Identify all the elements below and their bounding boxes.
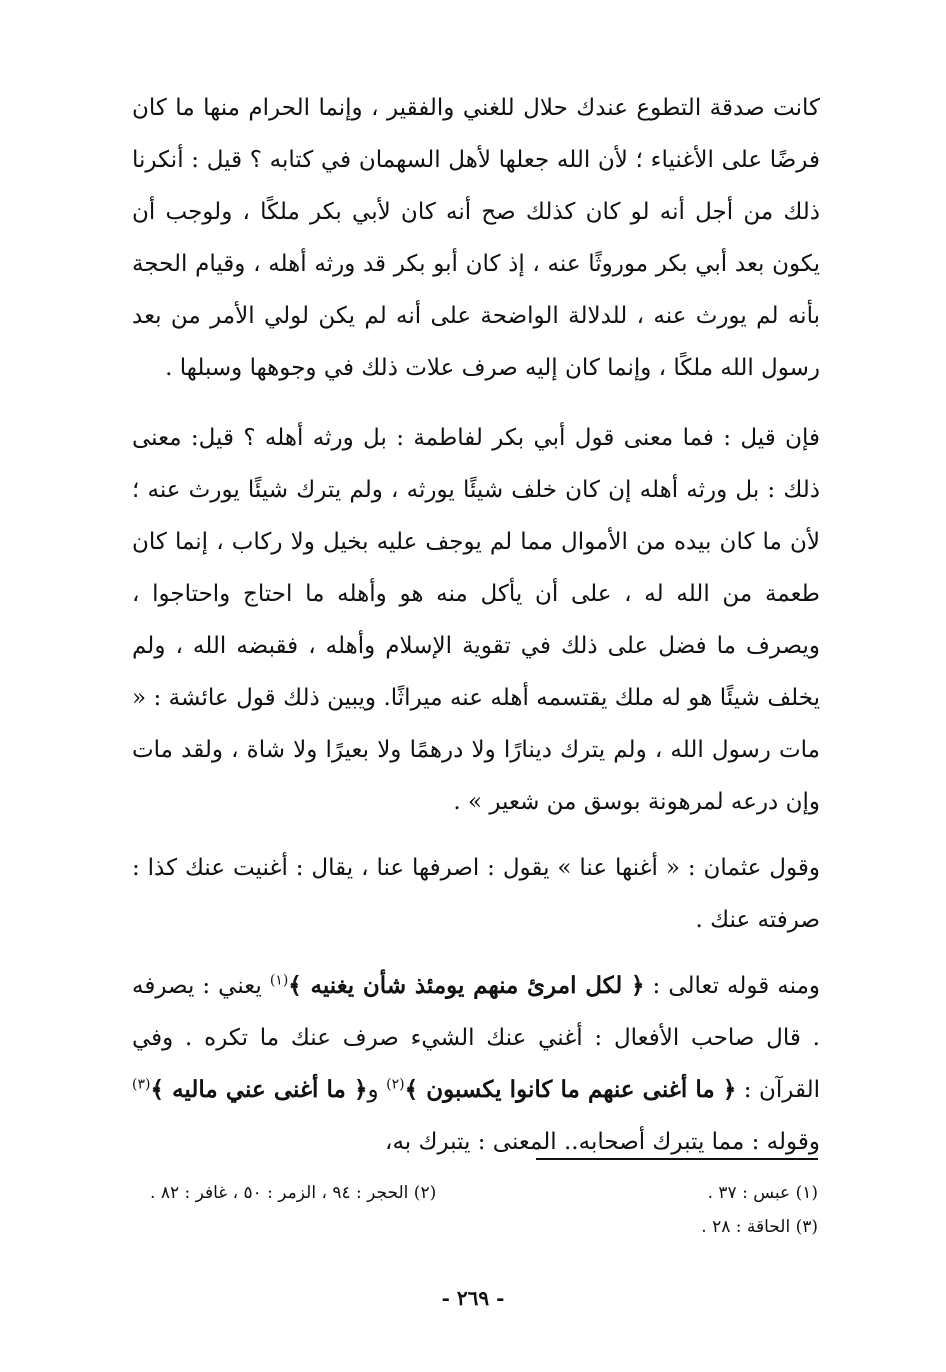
footnote-row-2 bbox=[150, 1210, 818, 1244]
footnote-ref-2: (٢) bbox=[386, 1076, 405, 1093]
footnote-row-1 bbox=[150, 1176, 818, 1210]
footnote-ref-3: (٣) bbox=[132, 1076, 151, 1093]
main-text bbox=[132, 82, 820, 1168]
quran-quote-1: ﴿ لكل امرئ منهم يومئذ شأن يغنيه ﴾ bbox=[288, 972, 645, 999]
footnote-1: (١) عبس : ٣٧ . bbox=[707, 1183, 818, 1203]
paragraph-4-text-1: ومنه قوله تعالى : bbox=[644, 973, 821, 999]
paragraph-1: كانت صدقة التطوع عندك حلال للغني والفقير ، وإنما الحرام منها ما كان فرضًا على الأغنياء ؛ لأن الله جعلها لأهل السهمان في كتابه ؟ قيل : أنكرنا ذلك من أجل أنه لو كان كذلك صح أنه كان لأبي بكر ملكًا ، ولوجب أن يكون بعد أبي بكر موروثًا عنه ، إذ كان أبو بكر قد ورثه أهله ، وقيام الحجة بأنه لم يورث عنه ، للدلالة الواضحة على أنه لم يكن لولي الأمر من بعد رسول الله ملكًا ، وإنما كان إليه صرف علات ذلك في وجوهها وسبلها . bbox=[132, 95, 820, 381]
quran-quote-2: ﴿ ما أغنى عنهم ما كانوا يكسبون ﴾ bbox=[404, 1076, 737, 1103]
paragraph-4 bbox=[132, 960, 820, 1168]
paragraph-4-text-4: وقوله : مما يتبرك أصحابه.. المعنى : يتبرك به، bbox=[385, 1129, 820, 1155]
paragraph-4-text-2: يعني : يصرفه . قال صاحب الأفعال : أغني عنك الشيء صرف عنك ما تكره . وفي القرآن : bbox=[132, 973, 821, 1103]
paragraph-2: فإن قيل : فما معنى قول أبي بكر لفاطمة : بل ورثه أهله ؟ قيل: معنى ذلك : بل ورثه أهله إن كان خلف شيئًا يورثه ، ولم يترك شيئًا يورث عنه ؛ لأن ما كان بيده من الأموال مما لم يوجف عليه بخيل ولا ركاب ، إنما كان طعمة من الله له ، على أن يأكل منه هو وأهله ما احتاج واحتاجوا ، ويصرف ما فضل على ذلك في تقوية الإسلام وأهله ، فقبضه الله ، ولم يخلف شيئًا هو له ملك يقتسمه أهله عنه ميراثًا. ويبين ذلك قول عائشة : « مات رسول الله ، ولم يترك دينارًا ولا درهمًا ولا بعيرًا ولا شاة ، ولقد مات وإن درعه لمرهونة بوسق من شعير » . bbox=[132, 425, 820, 815]
footnote-ref-1: (١) bbox=[269, 972, 289, 989]
footnote-2: (٢) الحجر : ٩٤ ، الزمر : ٥٠ ، غافر : ٨٢ . bbox=[150, 1183, 437, 1203]
footnote-divider bbox=[536, 1158, 818, 1160]
paragraph-3: وقول عثمان : « أغنها عنا » يقول : اصرفها عنا ، يقال : أغنيت عنك كذا : صرفته عنك . bbox=[132, 855, 820, 933]
page-number: - ٢٦٩ - bbox=[441, 1286, 505, 1310]
footnote-3: (٣) الحاقة : ٢٨ . bbox=[701, 1217, 818, 1237]
footnotes bbox=[150, 1176, 818, 1244]
quran-quote-3: ﴿ ما أغنى عني ماليه ﴾ bbox=[150, 1076, 368, 1103]
paragraph-4-text-3: و bbox=[367, 1077, 387, 1103]
